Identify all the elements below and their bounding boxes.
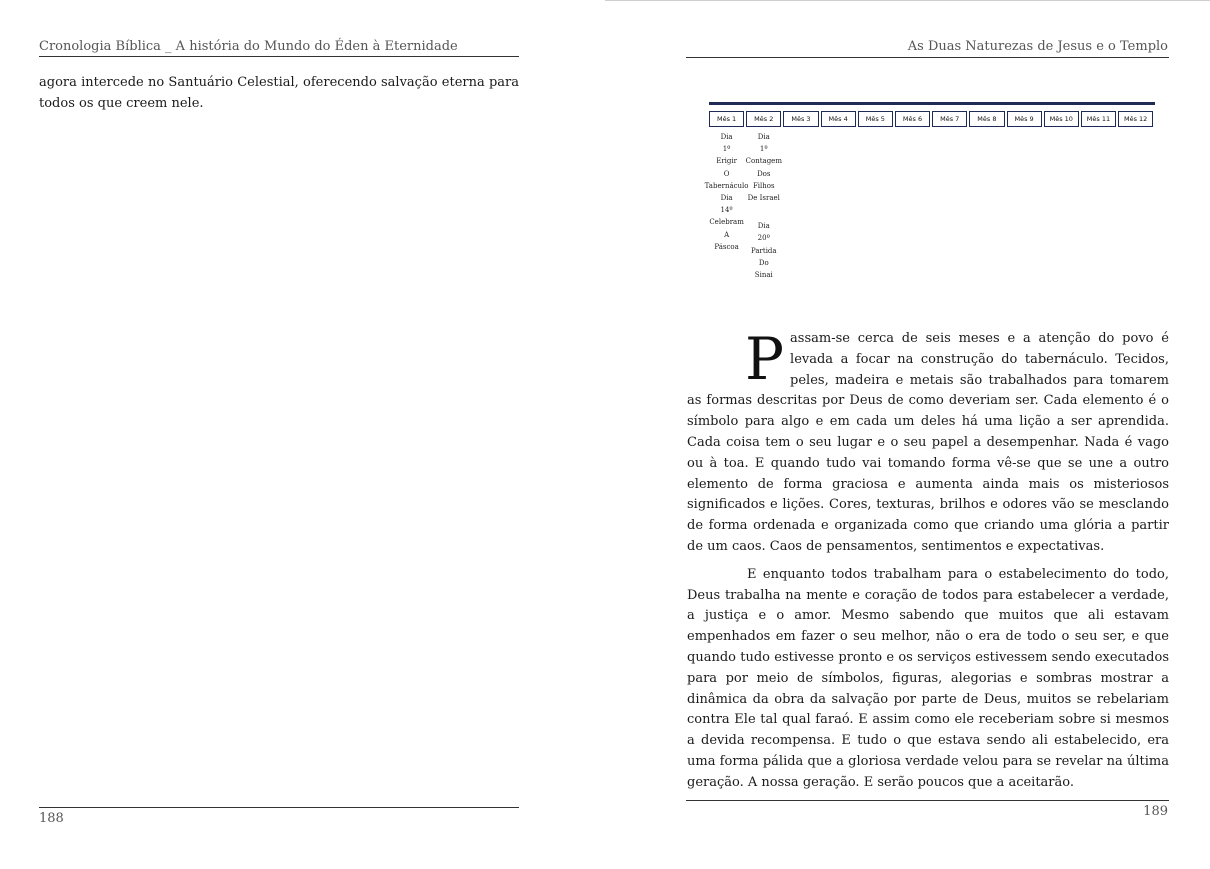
right-footer-rule — [686, 800, 1169, 801]
left-footer-rule — [39, 807, 519, 808]
timeline-event-line: Páscoa — [714, 242, 739, 251]
timeline-month-cell: Mês 6 — [895, 111, 930, 127]
timeline-event-line: De Israel — [747, 194, 780, 203]
timeline-event-line: Partida — [750, 246, 777, 255]
timeline-event-line: 1º — [722, 145, 731, 154]
timeline-month-cell: Mês 9 — [1007, 111, 1042, 127]
timeline-event-line: 1º — [759, 145, 768, 154]
timeline-month-cell: Mês 5 — [858, 111, 893, 127]
timeline-month-cell: Mês 1 — [709, 111, 744, 127]
timeline-month-cell: Mês 3 — [783, 111, 818, 127]
timeline-month-cell: Mês 4 — [821, 111, 856, 127]
timeline-month1-events — [704, 131, 749, 281]
paragraph-1 — [687, 325, 1169, 558]
drop-cap: P — [745, 325, 785, 393]
right-running-header: As Duas Naturezas de Jesus e o Templo — [907, 39, 1168, 54]
timeline-event-line: Sinai — [754, 271, 773, 280]
month-timeline — [704, 102, 1155, 281]
timeline-event-line: Filhos — [752, 181, 775, 190]
timeline-event-line: Dia — [757, 133, 770, 141]
left-body-text — [39, 73, 519, 115]
left-page-number: 188 — [39, 811, 64, 826]
right-body-text — [687, 325, 1169, 794]
timeline-month-cell: Mês 12 — [1118, 111, 1153, 127]
timeline-month-row — [709, 111, 1155, 127]
timeline-month2-events — [746, 131, 781, 281]
right-page-number: 189 — [1143, 804, 1168, 819]
paragraph-2: E enquanto todos trabalham para o estabelecimento do todo, Deus trabalha na mente e coração de todos para estabelecer a verdade, a justiça e o amor. Mesmo sabendo que muitos que ali estavam empenhados em fazer o seu melhor, não o era de todo o seu ser, e que quando tudo estivesse pronto e os serviços estivessem sendo executados para por meio de símbolos, figuras, alegorias e sombras mostrar a dinâmica da obra da salvação por parte de Deus, muitos se rebelariam contra Ele tal qual faraó. E assim como ele receberiam sobre si mesmos a devida recompensa. E tudo o que estava sendo ali estabelecido, era uma forma pálida que a gloriosa verdade velou para se revelar na última geração. A nossa geração. E serão poucos que a aceitarão. — [687, 566, 1169, 790]
timeline-event-line: Celebram — [709, 218, 744, 227]
timeline-top-bar — [709, 102, 1155, 105]
left-header-rule — [39, 56, 519, 57]
timeline-event-line: 20º — [757, 234, 770, 243]
timeline-event-line: Erigir — [716, 157, 737, 166]
timeline-event-line: Dia — [720, 133, 733, 141]
timeline-event-line: Contagem — [745, 157, 782, 166]
timeline-event-line: O — [723, 169, 730, 178]
timeline-month-cell: Mês 2 — [746, 111, 781, 127]
right-page — [605, 0, 1210, 869]
timeline-month-cell: Mês 11 — [1081, 111, 1116, 127]
timeline-month-cell: Mês 10 — [1044, 111, 1079, 127]
paragraph-1-text: assam-se cerca de seis meses e a atenção do povo é levada a focar na construção do tabernáculo. Tecidos, peles, madeira e metais são trabalhados para tomarem as formas descritas por Deus de como deveriam ser. Cada elemento é o símbolo para algo e em cada um deles há uma lição a ser aprendida. Cada coisa tem o seu lugar e o seu papel a desempenhar. Nada é vago ou à toa. E quando tudo vai tomando forma vê-se que se une a outro elemento de forma graciosa e aumenta ainda mais os misteriosos significados e lições. Cores, texturas, brilhos e odores vão se mesclando de forma ordenada e organizada como que criando uma glória a partir de um caos. Caos de pensamentos, sentimentos e expectativas. — [687, 331, 1169, 554]
left-running-header: Cronologia Bíblica _ A história do Mundo do Éden à Eternidade — [39, 39, 458, 54]
right-header-rule — [686, 57, 1169, 58]
timeline-event-line: Do — [758, 258, 769, 267]
timeline-event-line: Tabernáculo — [704, 181, 749, 190]
timeline-month-cell: Mês 7 — [932, 111, 967, 127]
timeline-month-cell: Mês 8 — [969, 111, 1004, 127]
timeline-event-line: A — [724, 230, 730, 239]
timeline-event-line: Dos — [757, 169, 771, 178]
timeline-event-line: Dia — [720, 194, 733, 203]
timeline-event-line: 14º — [720, 206, 733, 215]
timeline-event-line: Dia — [757, 222, 770, 231]
left-paragraph: agora intercede no Santuário Celestial, oferecendo salvação eterna para todos os que creem nele. — [39, 75, 519, 111]
timeline-event-columns — [704, 131, 1155, 281]
